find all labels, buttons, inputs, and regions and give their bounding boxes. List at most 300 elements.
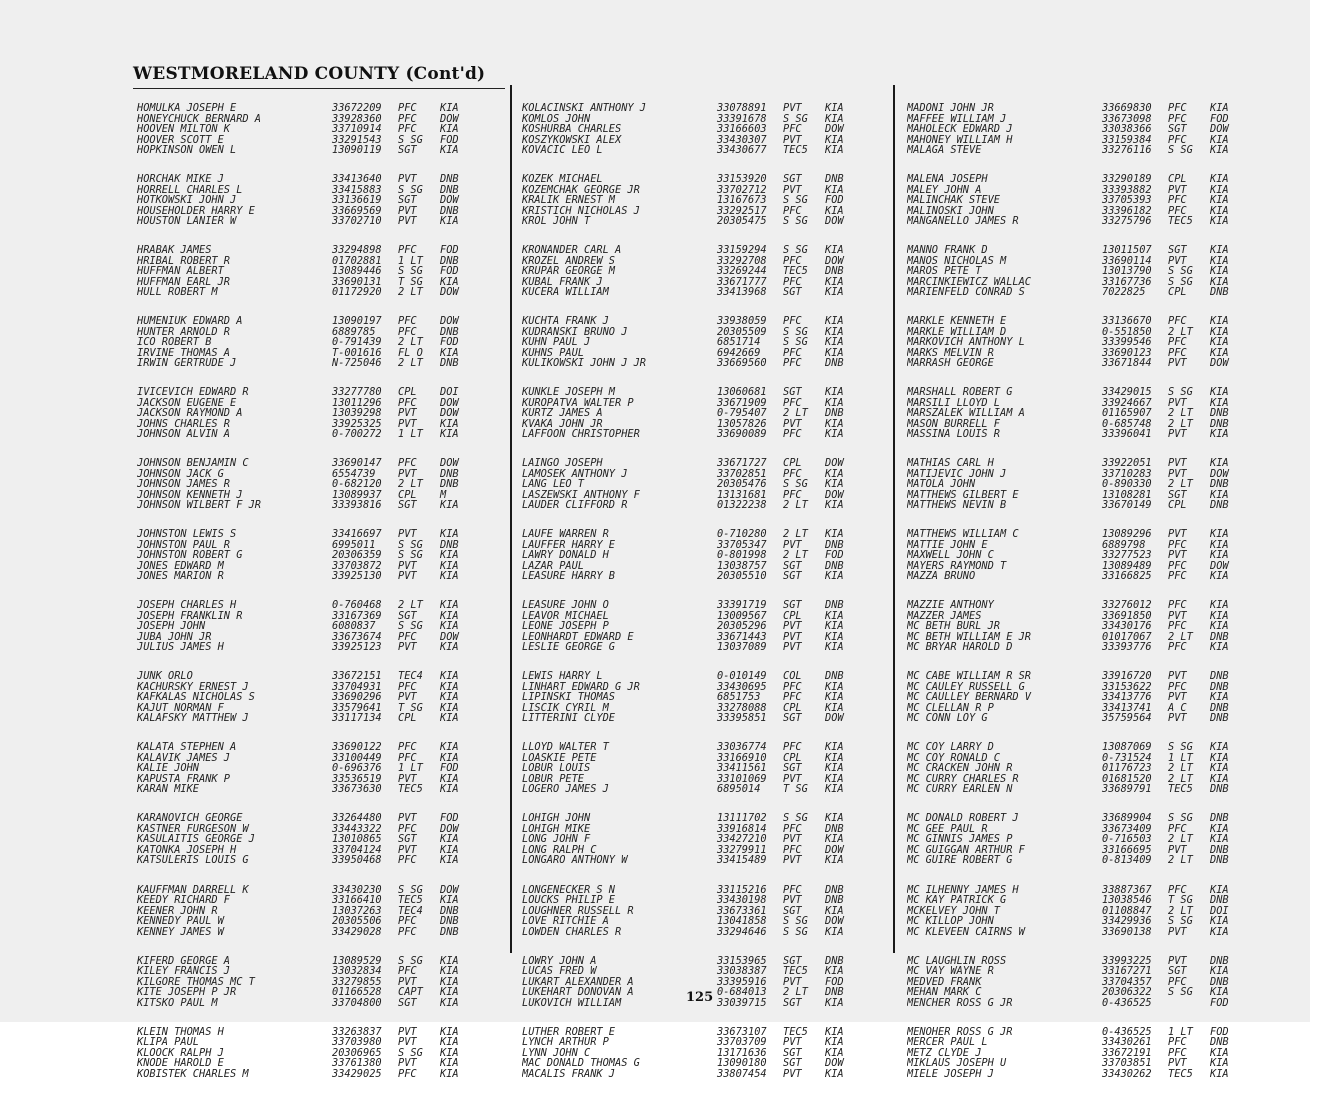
entry-rank: TEC4 [398, 905, 423, 917]
entry-rank: 1 LT [398, 763, 423, 774]
entry-rank: PVT [783, 184, 802, 196]
entry-name: HUFFMAN ALBERT [137, 266, 224, 277]
entry-rank: T SG [783, 784, 808, 795]
entry-name: MC CAULLEY BERNARD V [907, 692, 1031, 703]
entry-rank: SGT [398, 834, 417, 845]
entry-name: MATTHEWS NEVIN B [907, 500, 1007, 511]
entry-name: KARANOVICH GEORGE [137, 813, 243, 824]
roster-entry [907, 671, 1267, 682]
roster-entry [137, 145, 497, 156]
roster-entry [137, 287, 497, 298]
roster-entry [522, 174, 882, 185]
entry-rank: PFC [783, 429, 802, 440]
roster-entry [907, 956, 1267, 967]
entry-status: KIA [825, 500, 844, 511]
entry-serial: 33690138 [1102, 926, 1152, 938]
entry-name: MC BRYAR HAROLD D [907, 642, 1013, 653]
entry-name: LOWDEN CHARLES R [522, 926, 622, 938]
entry-name: LAWRY DONALD H [522, 550, 609, 561]
roster-entry [907, 774, 1267, 785]
roster-entry [137, 692, 497, 703]
roster-entry [907, 479, 1267, 490]
entry-rank: 2 LT [1168, 905, 1193, 917]
roster-group [907, 316, 1267, 369]
roster-entry [522, 600, 882, 611]
entry-status: KIA [1210, 134, 1229, 145]
entry-rank: CPL [398, 387, 417, 398]
roster-entry [907, 408, 1267, 419]
roster-entry [907, 145, 1267, 156]
roster-entry [522, 966, 882, 977]
entry-serial: 33922051 [1102, 458, 1152, 469]
roster-group [907, 956, 1267, 1009]
entry-rank: FL O [398, 347, 423, 359]
entry-rank: PVT [1168, 1058, 1187, 1069]
entry-rank: PVT [1168, 926, 1187, 938]
entry-status: DNB [440, 539, 459, 551]
entry-rank: PFC [783, 397, 802, 409]
roster-group [522, 245, 882, 298]
entry-status: KIA [440, 844, 459, 856]
entry-serial: 01176723 [1102, 763, 1152, 774]
entry-serial: 33276012 [1102, 600, 1152, 611]
entry-status: KIA [825, 429, 844, 440]
entry-rank: PFC [1168, 113, 1187, 124]
roster-group [137, 885, 497, 938]
entry-rank: SGT [783, 763, 802, 774]
entry-rank: PFC [783, 489, 802, 501]
entry-serial: 33430230 [332, 884, 382, 896]
entry-name: MANOS NICHOLAS M [907, 255, 1007, 267]
entry-rank: PVT [1168, 844, 1187, 856]
entry-rank: PVT [783, 539, 802, 551]
entry-status: KIA [825, 316, 844, 327]
entry-name: JULIUS JAMES H [137, 642, 224, 653]
entry-serial: 33704124 [332, 844, 382, 856]
entry-serial: 33916814 [717, 823, 767, 835]
entry-name: LUCAS FRED W [522, 966, 597, 977]
entry-serial: 20305510 [717, 571, 767, 582]
entry-status: KIA [1210, 966, 1229, 977]
roster-entry [907, 287, 1267, 298]
roster-entry [522, 855, 882, 866]
entry-serial: 33673409 [1102, 823, 1152, 835]
entry-name: KLEIN THOMAS H [137, 1026, 224, 1038]
entry-rank: COL [783, 671, 802, 682]
entry-status: KIA [440, 642, 459, 653]
roster-entry [522, 195, 882, 206]
entry-name: KLOOCK RALPH J [137, 1047, 224, 1059]
entry-serial: 33673361 [717, 905, 767, 917]
entry-rank: PVT [783, 1037, 802, 1048]
entry-serial: 33807454 [717, 1068, 767, 1080]
entry-rank: PFC [783, 681, 802, 693]
entry-status: KIA [440, 955, 459, 967]
entry-serial: 0-551850 [1102, 326, 1152, 338]
entry-rank: S SG [783, 245, 808, 256]
entry-status: KIA [1210, 742, 1229, 753]
entry-status: DNB [825, 671, 844, 682]
entry-name: JUNK ORLO [137, 671, 193, 682]
entry-rank: CPL [783, 610, 802, 622]
entry-name: MEHAN MARK C [907, 987, 982, 998]
entry-serial: 33938059 [717, 316, 767, 327]
roster-entry [522, 398, 882, 409]
entry-status: KIA [825, 1047, 844, 1059]
entry-rank: PFC [1168, 134, 1187, 145]
entry-status: DOW [1210, 124, 1229, 135]
entry-serial: 33153920 [717, 174, 767, 185]
entry-rank: TEC5 [783, 966, 808, 977]
entry-status: KIA [1210, 337, 1229, 348]
entry-status: DNB [1210, 813, 1229, 824]
entry-serial: 33413741 [1102, 702, 1152, 714]
roster-entry [907, 316, 1267, 327]
entry-serial: 33689791 [1102, 784, 1152, 795]
entry-status: KIA [440, 997, 459, 1009]
roster-entry [907, 885, 1267, 896]
entry-rank: PFC [1168, 103, 1187, 114]
entry-status: FOD [440, 245, 459, 256]
roster-entry [522, 1048, 882, 1059]
entry-name: LASZEWSKI ANTHONY F [522, 489, 640, 501]
entry-serial: 0-716503 [1102, 834, 1152, 845]
entry-name: KUHNS PAUL [522, 347, 584, 359]
entry-name: LONG JOHN F [522, 834, 591, 845]
entry-name: MALEY JOHN A [907, 184, 982, 196]
entry-rank: PVT [398, 1037, 417, 1048]
roster-entry [137, 987, 497, 998]
entry-status: KIA [440, 1047, 459, 1059]
entry-serial: 33703872 [332, 560, 382, 572]
roster-entry [137, 245, 497, 256]
entry-serial: 33579641 [332, 702, 382, 714]
entry-rank: 2 LT [783, 529, 808, 540]
entry-rank: PFC [398, 855, 417, 866]
entry-serial: 0-795407 [717, 408, 767, 419]
entry-name: MALINCHAK STEVE [907, 195, 1000, 206]
entry-rank: PVT [398, 408, 417, 419]
roster-group [137, 103, 497, 156]
entry-status: KIA [1210, 387, 1229, 398]
entry-serial: 33276116 [1102, 145, 1152, 156]
entry-rank: S SG [398, 884, 423, 896]
entry-name: MACALIS FRANK J [522, 1068, 615, 1080]
entry-name: JONES MARION R [137, 571, 224, 582]
entry-status: DNB [440, 205, 459, 217]
roster-entry [137, 682, 497, 693]
entry-rank: PFC [1168, 642, 1187, 653]
entry-status: KIA [825, 692, 844, 703]
entry-name: JOHNSON BENJAMIN C [137, 458, 249, 469]
entry-serial: 33391719 [717, 600, 767, 611]
entry-status: DNB [1210, 713, 1229, 724]
roster-entry [137, 256, 497, 267]
entry-status: KIA [825, 834, 844, 845]
roster-entry [137, 327, 497, 338]
entry-serial: 33690123 [1102, 347, 1152, 359]
entry-serial: 13089296 [1102, 529, 1152, 540]
entry-status: KIA [440, 347, 459, 359]
entry-name: LISCIK CYRIL M [522, 702, 609, 714]
entry-rank: PFC [783, 316, 802, 327]
roster-entry [137, 611, 497, 622]
entry-serial: 33669830 [1102, 103, 1152, 114]
entry-rank: PFC [783, 823, 802, 835]
entry-name: KROL JOHN T [522, 216, 591, 227]
entry-status: DOW [440, 287, 459, 298]
entry-rank: 2 LT [398, 337, 423, 348]
roster-entry [522, 916, 882, 927]
roster-group [137, 458, 497, 511]
entry-serial: 13090180 [717, 1058, 767, 1069]
roster-entry [522, 824, 882, 835]
entry-name: LUTHER ROBERT E [522, 1026, 615, 1038]
entry-status: KIA [1210, 316, 1229, 327]
roster-group [907, 529, 1267, 582]
entry-rank: PFC [398, 316, 417, 327]
entry-serial: 13087069 [1102, 742, 1152, 753]
entry-status: KIA [1210, 1068, 1229, 1080]
roster-entry [137, 906, 497, 917]
entry-name: KAPUSTA FRANK P [137, 773, 230, 785]
roster-entry [522, 642, 882, 653]
entry-name: KUHN PAUL J [522, 337, 591, 348]
entry-status: KIA [440, 713, 459, 724]
entry-status: KIA [825, 145, 844, 156]
entry-rank: S SG [783, 479, 808, 490]
roster-group [907, 671, 1267, 724]
entry-status: KIA [440, 529, 459, 540]
entry-rank: SGT [783, 287, 802, 298]
entry-status: KIA [1210, 763, 1229, 774]
entry-name: JOSEPH JOHN [137, 621, 206, 632]
entry-name: KALIE JOHN [137, 763, 199, 774]
roster-entry [137, 966, 497, 977]
entry-name: HRABAK JAMES [137, 245, 212, 256]
entry-rank: PFC [398, 113, 417, 124]
entry-serial: 33395916 [717, 976, 767, 988]
entry-serial: 6554739 [332, 468, 376, 480]
entry-serial: 6080837 [332, 621, 376, 632]
entry-status: DNB [1210, 287, 1229, 298]
entry-rank: CAPT [398, 987, 423, 998]
entry-rank: 2 LT [398, 287, 423, 298]
roster-entry [137, 337, 497, 348]
entry-rank: PFC [1168, 976, 1187, 988]
entry-status: KIA [825, 245, 844, 256]
roster-group [137, 1027, 497, 1080]
entry-rank: CPL [783, 752, 802, 764]
roster-entry [907, 103, 1267, 114]
entry-status: KIA [440, 610, 459, 622]
entry-rank: 1 LT [1168, 1026, 1193, 1038]
entry-serial: 20305476 [717, 479, 767, 490]
roster-entry [522, 671, 882, 682]
entry-rank [1168, 998, 1210, 1009]
roster-entry [522, 124, 882, 135]
roster-group [522, 103, 882, 156]
entry-status: KIA [825, 1026, 844, 1038]
entry-status: KIA [825, 681, 844, 693]
entry-rank: PFC [1168, 1037, 1187, 1048]
roster-entry [522, 784, 882, 795]
entry-serial: 33277780 [332, 387, 382, 398]
entry-status: KIA [440, 752, 459, 764]
entry-name: JOSEPH FRANKLIN R [137, 610, 243, 622]
roster-entry [522, 550, 882, 561]
entry-rank: PVT [398, 468, 417, 480]
entry-rank: 2 LT [783, 408, 808, 419]
entry-rank: PVT [398, 418, 417, 430]
roster-entry [522, 561, 882, 572]
roster-entry [522, 458, 882, 469]
roster-entry [522, 1069, 882, 1080]
roster-entry [137, 956, 497, 967]
entry-name: METZ CLYDE J [907, 1047, 982, 1059]
entry-name: KNODE HAROLD E [137, 1058, 224, 1069]
entry-rank: SGT [783, 1047, 802, 1059]
entry-status: KIA [440, 895, 459, 906]
entry-status: DNB [1210, 500, 1229, 511]
entry-status: DNB [440, 468, 459, 480]
entry-serial: 0-700272 [332, 429, 382, 440]
entry-serial: 0-791439 [332, 337, 382, 348]
entry-serial: 0-436525 [1102, 997, 1152, 1009]
roster-group [137, 956, 497, 1009]
roster-entry [522, 682, 882, 693]
entry-serial: 20305509 [717, 326, 767, 338]
entry-serial: 13038757 [717, 560, 767, 572]
roster-entry [522, 387, 882, 398]
entry-rank: PFC [398, 326, 417, 338]
entry-status: KIA [825, 103, 844, 114]
entry-rank: PVT [398, 1026, 417, 1038]
entry-status: KIA [440, 681, 459, 693]
roster-entry [907, 216, 1267, 227]
entry-status: KIA [825, 337, 844, 348]
entry-rank: SGT [1168, 966, 1187, 977]
entry-status: DNB [825, 539, 844, 551]
entry-rank: SGT [398, 997, 417, 1009]
entry-serial: 33429028 [332, 926, 382, 938]
entry-name: KRONANDER CARL A [522, 245, 622, 256]
entry-name: LAUFE WARREN R [522, 529, 609, 540]
entry-status: KIA [1210, 692, 1229, 703]
entry-rank: PFC [398, 124, 417, 135]
entry-serial: N-725046 [332, 358, 382, 369]
entry-name: MC KILLOP JOHN [907, 916, 994, 927]
roster-entry [137, 784, 497, 795]
entry-name: IRWIN GERTRUDE J [137, 358, 237, 369]
entry-name: LAFFOON CHRISTOPHER [522, 429, 640, 440]
roster-entry [907, 358, 1267, 369]
entry-name: MAYERS RAYMOND T [907, 560, 1007, 572]
entry-rank: PVT [783, 1068, 802, 1080]
entry-name: KUBAL FRANK J [522, 276, 603, 288]
roster-entry [137, 834, 497, 845]
entry-status: KIA [825, 134, 844, 145]
entry-serial: 13013790 [1102, 266, 1152, 277]
entry-rank: SGT [783, 600, 802, 611]
entry-status: DOW [440, 458, 459, 469]
entry-name: MC GEE PAUL R [907, 823, 988, 835]
roster-entry [522, 611, 882, 622]
entry-status: DNB [825, 560, 844, 572]
entry-status: DNB [825, 358, 844, 369]
roster-group [137, 671, 497, 724]
entry-serial: 6851753 [717, 692, 761, 703]
entry-status: KIA [1210, 326, 1229, 338]
entry-rank: SGT [1168, 245, 1187, 256]
entry-serial: 33427210 [717, 834, 767, 845]
roster-entry [137, 316, 497, 327]
entry-serial: 33413640 [332, 174, 382, 185]
roster-entry [522, 266, 882, 277]
entry-status: FOD [1210, 113, 1229, 124]
roster-entry [907, 966, 1267, 977]
roster-group [907, 885, 1267, 938]
column-divider-right [893, 85, 895, 953]
entry-serial: 13009567 [717, 610, 767, 622]
entry-rank: S SG [398, 539, 423, 551]
entry-rank: PFC [1168, 316, 1187, 327]
entry-name: MC CABE WILLIAM R SR [907, 671, 1031, 682]
roster-entry [907, 348, 1267, 359]
roster-entry [907, 469, 1267, 480]
entry-name: MC KAY PATRICK G [907, 895, 1007, 906]
entry-serial: 20305475 [717, 216, 767, 227]
roster-entry [907, 540, 1267, 551]
entry-status: KIA [1210, 174, 1229, 185]
entry-status: KIA [1210, 216, 1229, 227]
entry-rank: PVT [783, 773, 802, 785]
roster-entry [907, 490, 1267, 501]
entry-name: KALATA STEPHEN A [137, 742, 237, 753]
entry-name: KUCHTA FRANK J [522, 316, 609, 327]
roster-entry [907, 256, 1267, 267]
roster-entry [907, 632, 1267, 643]
entry-status: KIA [825, 205, 844, 217]
entry-rank: S SG [398, 184, 423, 196]
entry-serial: 20306965 [332, 1047, 382, 1059]
entry-serial: 33950468 [332, 855, 382, 866]
roster-entry [907, 682, 1267, 693]
entry-status: KIA [825, 621, 844, 632]
entry-status: KIA [825, 997, 844, 1009]
entry-status: KIA [825, 773, 844, 785]
entry-status: DOW [825, 255, 844, 267]
entry-name: MADONI JOHN JR [907, 103, 994, 114]
entry-name: KAFKALAS NICHOLAS S [137, 692, 255, 703]
entry-name: HOOVER SCOTT E [137, 134, 224, 145]
entry-serial: 33671777 [717, 276, 767, 288]
roster-group [137, 813, 497, 866]
roster-entry [137, 458, 497, 469]
entry-serial: 33078891 [717, 103, 767, 114]
entry-name: JOHNS CHARLES R [137, 418, 230, 430]
roster-entry [907, 703, 1267, 714]
entry-serial: 33887367 [1102, 884, 1152, 896]
roster-column-1 [137, 103, 497, 1098]
entry-serial: 13089489 [1102, 560, 1152, 572]
entry-serial: 33136619 [332, 195, 382, 206]
entry-rank: PFC [1168, 571, 1187, 582]
entry-status: KIA [825, 742, 844, 753]
roster-entry [522, 845, 882, 856]
entry-name: LOHIGH JOHN [522, 813, 591, 824]
entry-name: MAROS PETE T [907, 266, 982, 277]
